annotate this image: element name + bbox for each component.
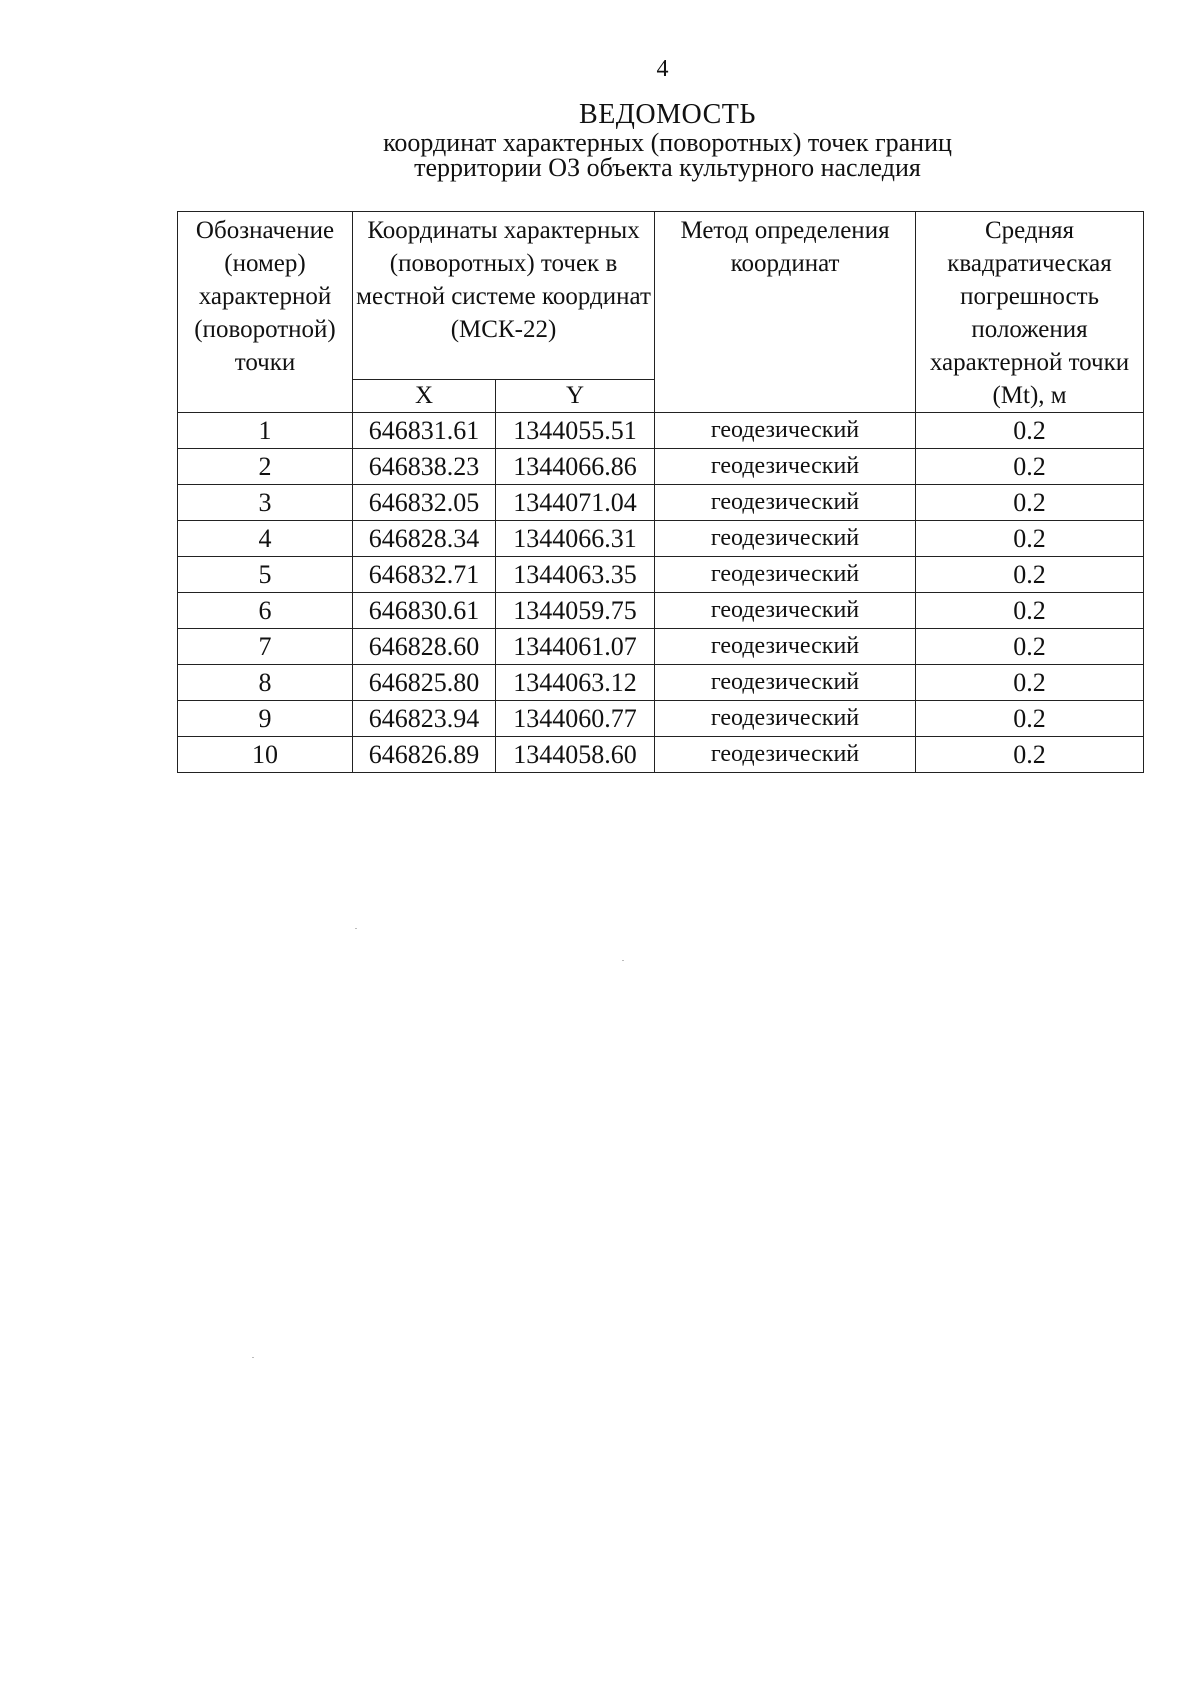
document-title: ВЕДОМОСТЬ (579, 99, 756, 130)
cell-point: 4 (178, 521, 353, 557)
table-row (178, 737, 1144, 773)
cell-x: 646830.61 (353, 593, 496, 629)
cell-point: 1 (178, 413, 353, 449)
cell-y: 1344063.35 (496, 557, 655, 593)
cell-method: геодезический (655, 485, 916, 521)
cell-y: 1344061.07 (496, 629, 655, 665)
cell-point: 7 (178, 629, 353, 665)
cell-error: 0.2 (916, 737, 1144, 773)
cell-method: геодезический (655, 665, 916, 701)
scan-speck (622, 960, 624, 961)
header-x: X (353, 380, 496, 413)
cell-x: 646828.60 (353, 629, 496, 665)
cell-x: 646838.23 (353, 449, 496, 485)
cell-x: 646832.05 (353, 485, 496, 521)
cell-x: 646826.89 (353, 737, 496, 773)
cell-y: 1344058.60 (496, 737, 655, 773)
table-row (178, 665, 1144, 701)
cell-method: геодезический (655, 557, 916, 593)
cell-y: 1344055.51 (496, 413, 655, 449)
cell-x: 646825.80 (353, 665, 496, 701)
cell-method: геодезический (655, 701, 916, 737)
cell-x: 646832.71 (353, 557, 496, 593)
table-row (178, 629, 1144, 665)
table-row (178, 521, 1144, 557)
cell-point: 3 (178, 485, 353, 521)
cell-x: 646823.94 (353, 701, 496, 737)
cell-point: 5 (178, 557, 353, 593)
cell-y: 1344063.12 (496, 665, 655, 701)
cell-error: 0.2 (916, 593, 1144, 629)
table-row (178, 413, 1144, 449)
cell-method: геодезический (655, 521, 916, 557)
document-subtitle-line-1: координат характерных (поворотных) точек границ (383, 128, 952, 157)
cell-error: 0.2 (916, 665, 1144, 701)
header-coordinates: Координаты характерных (поворотных) точек в местной системе координат (МСК-22) (353, 212, 655, 380)
cell-point: 9 (178, 701, 353, 737)
cell-y: 1344066.86 (496, 449, 655, 485)
cell-y: 1344066.31 (496, 521, 655, 557)
cell-error: 0.2 (916, 413, 1144, 449)
table-header-row (178, 212, 1144, 380)
table-row (178, 557, 1144, 593)
cell-point: 2 (178, 449, 353, 485)
cell-error: 0.2 (916, 485, 1144, 521)
cell-point: 8 (178, 665, 353, 701)
table-row (178, 701, 1144, 737)
scan-speck (252, 1357, 254, 1358)
cell-error: 0.2 (916, 449, 1144, 485)
table-row (178, 593, 1144, 629)
table-body (178, 413, 1144, 773)
table-row (178, 485, 1144, 521)
cell-point: 10 (178, 737, 353, 773)
page-number: 4 (656, 56, 669, 82)
cell-x: 646831.61 (353, 413, 496, 449)
cell-method: геодезический (655, 737, 916, 773)
header-y: Y (496, 380, 655, 413)
title-block (0, 100, 1200, 180)
cell-method: геодезический (655, 449, 916, 485)
cell-error: 0.2 (916, 521, 1144, 557)
cell-x: 646828.34 (353, 521, 496, 557)
cell-method: геодезический (655, 593, 916, 629)
cell-error: 0.2 (916, 701, 1144, 737)
coordinates-table (177, 211, 1144, 773)
cell-method: геодезический (655, 629, 916, 665)
cell-y: 1344059.75 (496, 593, 655, 629)
cell-y: 1344071.04 (496, 485, 655, 521)
header-point: Обозначение (номер) характерной (поворотной) точки (178, 212, 353, 413)
cell-method: геодезический (655, 413, 916, 449)
cell-error: 0.2 (916, 557, 1144, 593)
cell-error: 0.2 (916, 629, 1144, 665)
scan-speck (355, 928, 357, 929)
header-method: Метод определения координат (655, 212, 916, 413)
cell-point: 6 (178, 593, 353, 629)
cell-y: 1344060.77 (496, 701, 655, 737)
table-row (178, 449, 1144, 485)
header-error: Средняя квадратическая погрешность положения характерной точки (Mt), м (916, 212, 1144, 413)
document-subtitle-line-2: территории ОЗ объекта культурного наследия (414, 153, 921, 182)
